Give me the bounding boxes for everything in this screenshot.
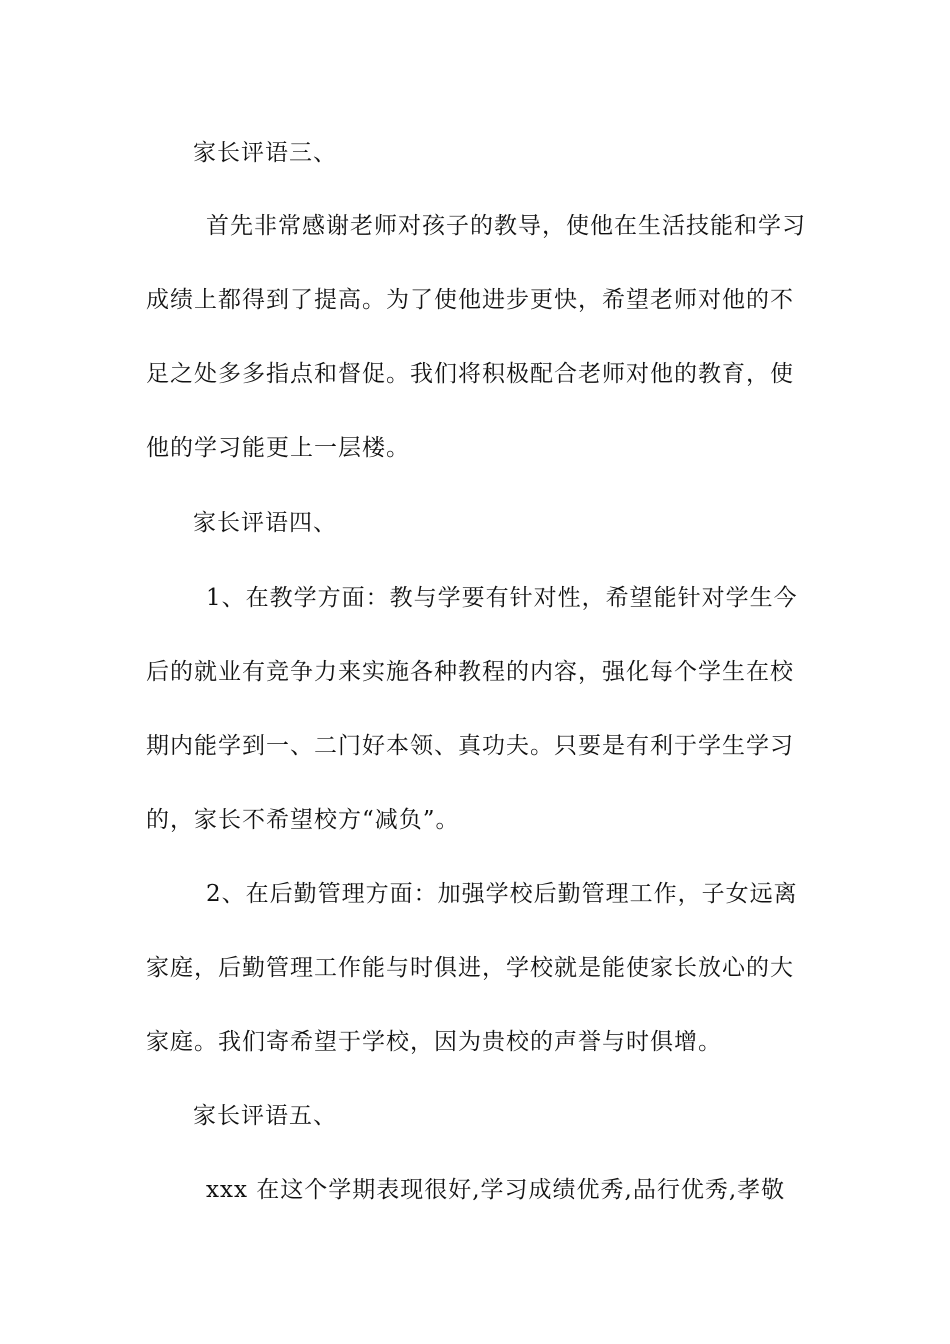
- paragraph-line: 期内能学到一、二门好本领、真功夫。只要是有利于学生学习: [146, 733, 794, 759]
- paragraph-line: 1、在教学方面：教与学要有针对性，希望能针对学生今: [206, 585, 798, 611]
- heading-parent-comment-4: 家长评语四、: [193, 510, 337, 536]
- paragraph-line: 足之处多多指点和督促。我们将积极配合老师对他的教育，使: [146, 361, 794, 387]
- paragraph-line: 2、在后勤管理方面：加强学校后勤管理工作，子女远离: [206, 881, 798, 907]
- paragraph-line: xxx 在这个学期表现很好,学习成绩优秀,品行优秀,孝敬: [206, 1177, 786, 1203]
- paragraph-line: 首先非常感谢老师对孩子的教导，使他在生活技能和学习: [206, 213, 806, 239]
- paragraph-line: 后的就业有竞争力来实施各种教程的内容，强化每个学生在校: [146, 659, 794, 685]
- heading-parent-comment-3: 家长评语三、: [193, 140, 337, 166]
- heading-parent-comment-5: 家长评语五、: [193, 1103, 337, 1129]
- paragraph-line: 家庭，后勤管理工作能与时俱进，学校就是能使家长放心的大: [146, 955, 794, 981]
- paragraph-line: 成绩上都得到了提高。为了使他进步更快，希望老师对他的不: [146, 287, 794, 313]
- paragraph-line: 他的学习能更上一层楼。: [146, 435, 410, 461]
- paragraph-line: 家庭。我们寄希望于学校，因为贵校的声誉与时俱增。: [146, 1029, 722, 1055]
- paragraph-line: 的，家长不希望校方“减负”。: [146, 807, 460, 833]
